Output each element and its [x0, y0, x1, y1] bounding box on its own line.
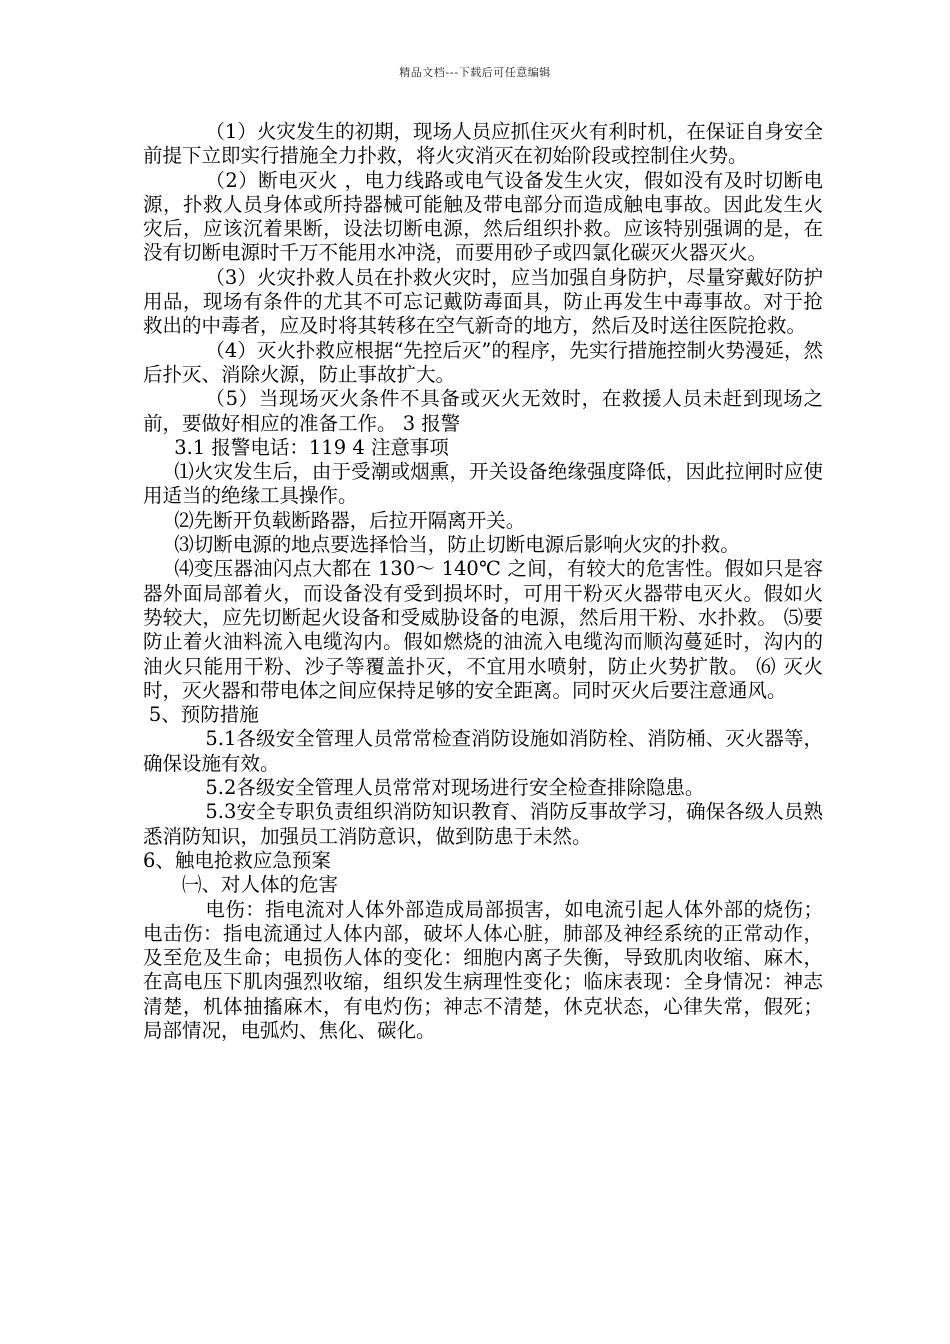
page-header: 精品文档---下载后可任意编辑: [399, 66, 551, 79]
paragraph-prevention-2: 5.2各级安全管理人员常常对现场进行安全检查排除隐患。: [205, 776, 705, 800]
paragraph-note-3: ⑶切断电源的地点要选择恰当，防止切断电源后影响火灾的扑救。: [174, 533, 740, 557]
paragraph-note-1: ⑴火灾发生后，由于受潮或烟熏，开关设备绝缘强度降低，因此拉闸时应使用适当的绝缘工具操作。: [143, 460, 823, 508]
paragraph-prevention-3: 5.3安全专职负责组织消防知识教育、消防反事故学习，确保各级人员熟悉消防知识，加强员工消防意识，做到防患于未然。: [143, 800, 823, 848]
paragraph-control-first: （4）灭火扑救应根据“先控后灭”的程序，先实行措施控制火势漫延，然后扑灭、消除火源，防止事故扩大。: [143, 338, 823, 386]
paragraph-note-4: ⑷变压器油闪点大都在 130～ 140℃ 之间，有较大的危害性。假如只是容器外面局部着火，而设备没有受到损坏时，可用干粉灭火器带电灭火。假如火势较大，应先切断起火设备和受威胁设备的电源，然后用干粉、水扑救。 ⑸要防止着火油料流入电缆沟内。假如燃烧的油流入电缆沟而顺沟蔓延时，沟内的油火只能用干粉、沙子等覆盖扑灭，不宜用水喷射，防止火势扩散。 ⑹ 灭火时，灭火器和带电体之间应保持足够的安全距离。同时灭火后要注意通风。: [143, 557, 823, 702]
paragraph-alarm-phone: 3.1 报警电话：119 4 注意事项: [174, 435, 449, 459]
paragraph-prevention-1: 5.1各级安全管理人员常常检查消防设施如消防栓、消防桶、灭火器等，确保设施有效。: [143, 727, 823, 775]
subheading-harm: ㈠、对人体的危害: [182, 873, 339, 897]
paragraph-self-protection: （3）火灾扑救人员在扑救火灾时，应当加强自身防护，尽量穿戴好防护用品，现场有条件的尤其不可忘记戴防毒面具，防止再发生中毒事故。对于抢救出的中毒者，应及时将其转移在空气新奇的地方，然后及时送往医院抢救。: [143, 265, 823, 338]
paragraph-fire-initial: （1）火灾发生的初期，现场人员应抓住灭火有利时机，在保证自身安全前提下立即实行措施全力扑救，将火灾消灭在初始阶段或控制住火势。: [143, 120, 823, 168]
document-body: [143, 120, 823, 1043]
paragraph-preparation: （5）当现场灭火条件不具备或灭火无效时，在救援人员未赶到现场之前，要做好相应的准备工作。 3 报警: [143, 387, 823, 435]
section-heading-electric-shock: 6、触电抢救应急预案: [143, 848, 331, 872]
section-heading-prevention: 5、预防措施: [148, 703, 259, 727]
paragraph-injury-description: 电伤：指电流对人体外部造成局部损害，如电流引起人体外部的烧伤；电击伤：指电流通过人体内部，破坏人体心脏，肺部及神经系统的正常动作，及至危及生命；电损伤人体的变化：细胞内离子失衡，导致肌肉收缩、麻木，在高电压下肌肉强烈收缩，组织发生病理性变化；临床表现：全身情况：神志清楚，机体抽搐麻木，有电灼伤；神志不清楚，休克状态，心律失常，假死；局部情况，电弧灼、焦化、碳化。: [143, 897, 823, 1042]
paragraph-note-2: ⑵先断开负载断路器，后拉开隔离开关。: [174, 508, 526, 532]
paragraph-power-off: （2）断电灭火 ，电力线路或电气设备发生火灾，假如没有及时切断电源，扑救人员身体或所持器械可能触及带电部分而造成触电事故。因此发生火灾后，应该沉着果断，设法切断电源，然后组织扑救。应该特别强调的是，在没有切断电源时千万不能用水冲浇，而要用砂子或四氯化碳灭火器灭火。: [143, 168, 823, 265]
